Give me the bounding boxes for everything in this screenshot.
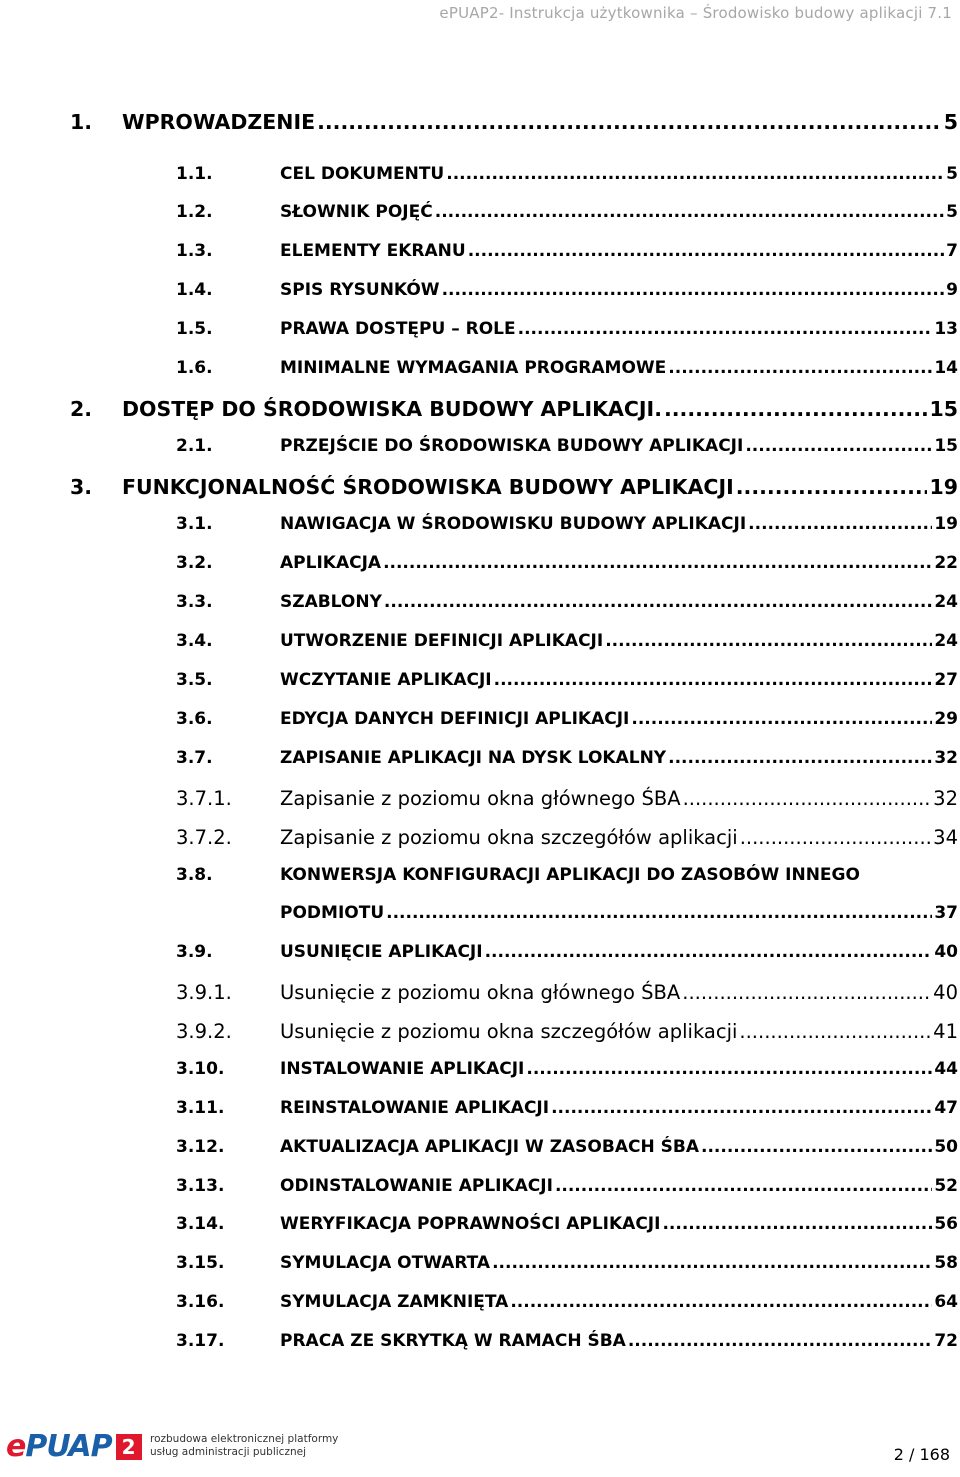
- toc-entry-title: Usunięcie z poziomu okna głównego ŚBA: [280, 981, 681, 1004]
- toc-leader-dots: [745, 436, 932, 456]
- toc-entry-title: PODMIOTU: [280, 903, 385, 923]
- toc-entry-page: 44: [934, 1059, 958, 1079]
- toc-leader-dots: [492, 1253, 932, 1273]
- toc-entry-number: 2.: [70, 397, 93, 421]
- toc-leader-dots: [628, 1331, 933, 1351]
- toc-leader-dots: [683, 787, 932, 810]
- toc-entry[interactable]: [0, 164, 960, 194]
- toc-leader-dots: [442, 280, 945, 300]
- toc-entry-number: 3.7.2.: [176, 826, 232, 849]
- toc-entry-number: 3.16.: [176, 1292, 225, 1312]
- toc-entry-page: 37: [934, 903, 958, 923]
- toc-entry-title: Zapisanie z poziomu okna szczegółów aplikacji: [280, 826, 738, 849]
- toc-entry-title: ELEMENTY EKRANU: [280, 241, 466, 261]
- toc-entry[interactable]: [0, 1292, 960, 1322]
- toc-entry-page: 32: [934, 748, 958, 768]
- toc-entry-title: ODINSTALOWANIE APLIKACJI: [280, 1176, 553, 1196]
- toc-leader-dots: [701, 1137, 932, 1157]
- toc-entry-title: KONWERSJA KONFIGURACJI APLIKACJI DO ZASOBÓW INNEGO: [280, 865, 860, 885]
- logo-badge: 2: [116, 1434, 142, 1460]
- toc-entry-title: WERYFIKACJA POPRAWNOŚCI APLIKACJI: [280, 1214, 661, 1234]
- toc-entry-page: 24: [934, 631, 958, 651]
- toc-entry-number: 1.2.: [176, 202, 213, 222]
- toc-entry-title: PRAWA DOSTĘPU – ROLE: [280, 319, 516, 339]
- toc-leader-dots: [664, 397, 927, 421]
- toc-entry-page: 56: [934, 1214, 958, 1234]
- toc-entry-number: 1.3.: [176, 241, 213, 261]
- toc-entry-page: 52: [934, 1176, 958, 1196]
- toc-entry-page: 27: [934, 670, 958, 690]
- toc-entry-title: SZABLONY: [280, 592, 382, 612]
- toc-leader-dots: [526, 1059, 932, 1079]
- logo-wordmark: ePUAP: [6, 1429, 112, 1464]
- toc-entry-page: 14: [934, 358, 958, 378]
- toc-leader-dots: [668, 358, 932, 378]
- epuap2-logo: [6, 1429, 142, 1464]
- toc-entry-title: CEL DOKUMENTU: [280, 164, 445, 184]
- toc-entry-page: 13: [934, 319, 958, 339]
- toc-entry[interactable]: [0, 358, 960, 388]
- toc-entry[interactable]: [0, 592, 960, 622]
- toc-leader-dots: [435, 202, 944, 222]
- toc-entry-number: 3.11.: [176, 1098, 225, 1118]
- toc-leader-dots: [518, 319, 933, 339]
- toc-entry[interactable]: [0, 1137, 960, 1167]
- toc-entry-number: 3.12.: [176, 1137, 225, 1157]
- toc-entry-page: 40: [934, 942, 958, 962]
- toc-entry-number: 3.9.1.: [176, 981, 232, 1004]
- toc-entry-page: 19: [934, 514, 958, 534]
- toc-leader-dots: [468, 241, 944, 261]
- toc-leader-dots: [510, 1292, 932, 1312]
- toc-entry-number: 3.: [70, 475, 93, 499]
- toc-entry-number: 1.4.: [176, 280, 213, 300]
- toc-entry[interactable]: [0, 280, 960, 310]
- toc-entry-page: 24: [934, 592, 958, 612]
- toc-entry-page: 40: [933, 981, 958, 1004]
- toc-leader-dots: [682, 981, 931, 1004]
- toc-entry[interactable]: [0, 110, 960, 140]
- toc-entry-page: 72: [934, 1331, 958, 1351]
- toc-entry-title: SPIS RYSUNKÓW: [280, 280, 440, 300]
- toc-entry-title: MINIMALNE WYMAGANIA PROGRAMOWE: [280, 358, 667, 378]
- toc-entry-number: 3.10.: [176, 1059, 225, 1079]
- toc-entry-number: 3.13.: [176, 1176, 225, 1196]
- toc-entry-page: 5: [946, 164, 958, 184]
- toc-entry-page: 50: [934, 1137, 958, 1157]
- toc-entry-number: 1.5.: [176, 319, 213, 339]
- toc-leader-dots: [485, 942, 933, 962]
- toc-entry[interactable]: [0, 903, 960, 933]
- toc-leader-dots: [662, 1214, 932, 1234]
- toc-entry[interactable]: [0, 942, 960, 972]
- toc-entry-title: Zapisanie z poziomu okna głównego ŚBA: [280, 787, 681, 810]
- toc-entry[interactable]: [0, 319, 960, 349]
- toc-leader-dots: [740, 826, 931, 849]
- toc-entry-title: DOSTĘP DO ŚRODOWISKA BUDOWY APLIKACJI.: [122, 397, 662, 421]
- toc-entry[interactable]: [0, 397, 960, 427]
- toc-entry-number: 3.7.: [176, 748, 213, 768]
- toc-entry-number: 1.: [70, 110, 93, 134]
- toc-leader-dots: [555, 1176, 932, 1196]
- toc-entry-title: USUNIĘCIE APLIKACJI: [280, 942, 483, 962]
- page-number: 2 / 168: [893, 1445, 950, 1464]
- toc-leader-dots: [494, 670, 933, 690]
- toc-entry-page: 22: [934, 553, 958, 573]
- toc-leader-dots: [605, 631, 932, 651]
- toc-entry-title: INSTALOWANIE APLIKACJI: [280, 1059, 525, 1079]
- toc-entry-page: 15: [934, 436, 958, 456]
- toc-entry-page: 64: [934, 1292, 958, 1312]
- toc-entry[interactable]: [0, 202, 960, 232]
- toc-entry[interactable]: [0, 865, 960, 895]
- toc-entry[interactable]: [0, 1020, 960, 1050]
- toc-entry-number: 3.6.: [176, 709, 213, 729]
- toc-entry-number: 3.7.1.: [176, 787, 232, 810]
- toc-leader-dots: [668, 748, 932, 768]
- toc-leader-dots: [551, 1098, 932, 1118]
- toc-entry[interactable]: [0, 1331, 960, 1361]
- toc-entry-page: 5: [943, 110, 958, 134]
- toc-entry-page: 19: [929, 475, 958, 499]
- toc-entry[interactable]: [0, 436, 960, 466]
- toc-entry-page: 34: [933, 826, 958, 849]
- toc-entry-number: 3.4.: [176, 631, 213, 651]
- toc-entry-number: 3.9.2.: [176, 1020, 232, 1043]
- toc-entry-title: REINSTALOWANIE APLIKACJI: [280, 1098, 550, 1118]
- toc-entry-number: 3.3.: [176, 592, 213, 612]
- toc-entry[interactable]: [0, 1098, 960, 1128]
- toc-entry-title: SŁOWNIK POJĘĆ: [280, 202, 433, 222]
- toc-entry-title: ZAPISANIE APLIKACJI NA DYSK LOKALNY: [280, 748, 667, 768]
- toc-entry[interactable]: [0, 631, 960, 661]
- toc-entry-number: 1.6.: [176, 358, 213, 378]
- toc-leader-dots: [384, 592, 932, 612]
- toc-entry-number: 2.1.: [176, 436, 213, 456]
- toc-entry-number: 3.14.: [176, 1214, 225, 1234]
- toc-entry-page: 58: [934, 1253, 958, 1273]
- toc-entry[interactable]: [0, 826, 960, 856]
- toc-entry-title: FUNKCJONALNOŚĆ ŚRODOWISKA BUDOWY APLIKACJI: [122, 475, 734, 499]
- toc-entry-number: 3.8.: [176, 865, 213, 885]
- toc-entry[interactable]: [0, 981, 960, 1011]
- toc-entry-title: APLIKACJA: [280, 553, 382, 573]
- toc-entry[interactable]: [0, 514, 960, 544]
- toc-entry[interactable]: [0, 670, 960, 700]
- toc-entry[interactable]: [0, 1176, 960, 1206]
- toc-entry[interactable]: [0, 241, 960, 271]
- toc-entry-number: 3.15.: [176, 1253, 225, 1273]
- toc-entry-title: SYMULACJA OTWARTA: [280, 1253, 491, 1273]
- toc-entry-title: WCZYTANIE APLIKACJI: [280, 670, 492, 690]
- toc-entry-number: 3.1.: [176, 514, 213, 534]
- toc-leader-dots: [736, 475, 928, 499]
- toc-entry-number: 1.1.: [176, 164, 213, 184]
- toc-entry-number: 3.2.: [176, 553, 213, 573]
- toc-entry[interactable]: [0, 1214, 960, 1244]
- toc-entry-page: 15: [929, 397, 958, 421]
- toc-entry[interactable]: [0, 475, 960, 505]
- toc-entry[interactable]: [0, 1253, 960, 1283]
- toc-entry-page: 47: [934, 1098, 958, 1118]
- footer-tagline: rozbudowa elektronicznej platformy usług administracji publicznej: [150, 1433, 339, 1458]
- toc-entry-title: AKTUALIZACJA APLIKACJI W ZASOBACH ŚBA: [280, 1137, 699, 1157]
- running-header: ePUAP2- Instrukcja użytkownika – Środowisko budowy aplikacji 7.1: [439, 4, 952, 22]
- toc-entry[interactable]: [0, 748, 960, 778]
- toc-leader-dots: [631, 709, 932, 729]
- toc-leader-dots: [386, 903, 932, 923]
- toc-leader-dots: [317, 110, 942, 134]
- toc-entry-title: Usunięcie z poziomu okna szczegółów aplikacji: [280, 1020, 738, 1043]
- toc-leader-dots: [446, 164, 944, 184]
- toc-entry-page: 32: [933, 787, 958, 810]
- toc-entry-title: WPROWADZENIE: [122, 110, 316, 134]
- toc-entry[interactable]: [0, 787, 960, 817]
- toc-entry-page: 9: [946, 280, 958, 300]
- toc-entry-page: 41: [933, 1020, 958, 1043]
- toc-entry-title: EDYCJA DANYCH DEFINICJI APLIKACJI: [280, 709, 630, 729]
- toc-entry-title: UTWORZENIE DEFINICJI APLIKACJI: [280, 631, 604, 651]
- page-footer: [0, 1425, 960, 1477]
- toc-entry-title: PRACA ZE SKRYTKĄ W RAMACH ŚBA: [280, 1331, 626, 1351]
- toc-leader-dots: [383, 553, 932, 573]
- toc-entry-number: 3.9.: [176, 942, 213, 962]
- toc-entry-title: NAWIGACJA W ŚRODOWISKU BUDOWY APLIKACJI: [280, 514, 747, 534]
- toc-entry[interactable]: [0, 553, 960, 583]
- toc-entry[interactable]: [0, 709, 960, 739]
- toc-entry-title: PRZEJŚCIE DO ŚRODOWISKA BUDOWY APLIKACJI: [280, 436, 744, 456]
- toc-leader-dots: [748, 514, 932, 534]
- toc-entry-number: 3.17.: [176, 1331, 225, 1351]
- toc-leader-dots: [739, 1020, 931, 1043]
- toc-entry[interactable]: [0, 1059, 960, 1089]
- toc-entry-page: 29: [934, 709, 958, 729]
- toc-entry-title: SYMULACJA ZAMKNIĘTA: [280, 1292, 509, 1312]
- toc-entry-page: 5: [946, 202, 958, 222]
- toc-entry-page: 7: [946, 241, 958, 261]
- toc-entry-number: 3.5.: [176, 670, 213, 690]
